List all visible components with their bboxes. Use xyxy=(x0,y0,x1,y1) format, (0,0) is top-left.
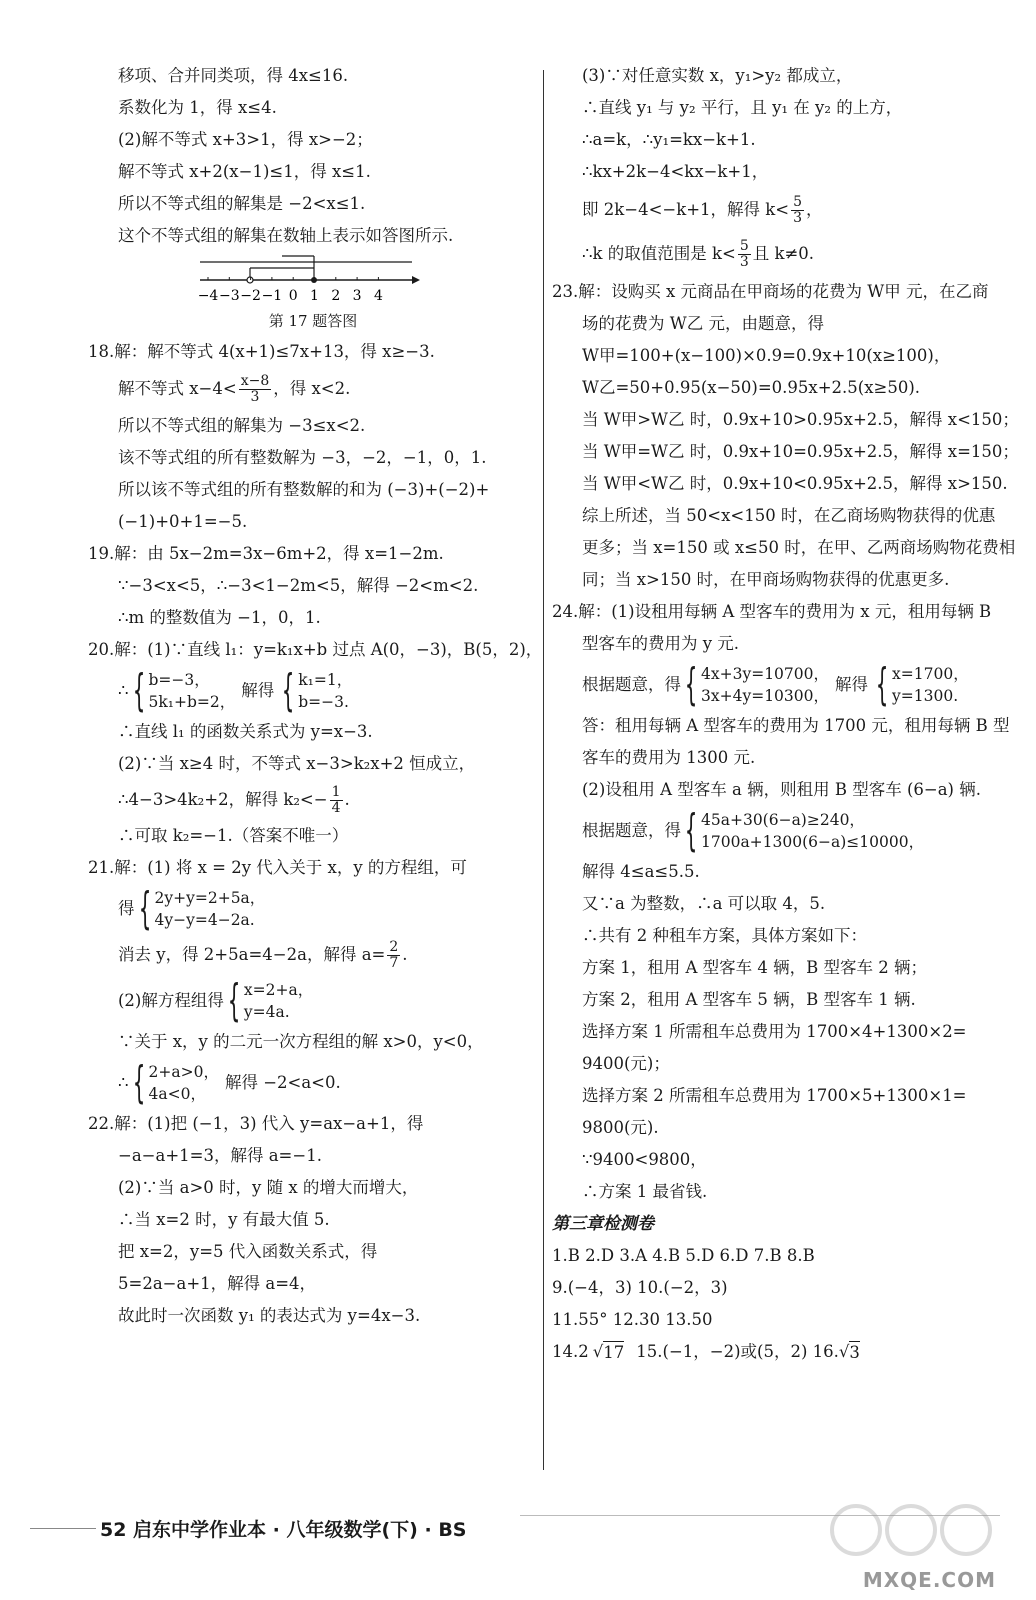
text-line: ∴a=k，∴y₁=kx−k+1. xyxy=(582,130,756,149)
footer-rule xyxy=(30,1528,96,1529)
fraction xyxy=(738,239,751,270)
text-span: 得 xyxy=(118,899,135,918)
text-line: 解不等式 x+2(x−1)≤1，得 x≤1. xyxy=(118,162,371,181)
fraction xyxy=(387,940,400,971)
equation: y=4a. xyxy=(243,1003,290,1021)
text-line: 所以该不等式组的所有整数解的和为 (−3)+(−2)+ xyxy=(118,480,490,499)
tick-label: −2 xyxy=(240,288,261,304)
q24-system-line-2 xyxy=(552,806,1008,856)
text-line: 更多；当 x=150 或 x≤50 时，在甲、乙两商场购物花费相 xyxy=(582,538,1016,557)
number-line-figure xyxy=(197,252,430,310)
equation-system: { x=1700， y=1300. xyxy=(875,659,969,710)
equation: y=1300. xyxy=(892,687,959,705)
page-footer: 52 启东中学作业本 · 八年级数学(下) · BS xyxy=(100,1519,467,1541)
right-column xyxy=(552,60,1019,1368)
text-line: ∴当 x=2 时，y 有最大值 5. xyxy=(118,1210,330,1229)
numerator: 2 xyxy=(389,938,399,955)
text-span: 根据题意，得 xyxy=(582,821,681,840)
numerator: 1 xyxy=(331,783,341,800)
text-span: 且 k≠0. xyxy=(752,244,815,263)
numerator: 5 xyxy=(793,193,803,210)
q21-system-line xyxy=(88,884,536,934)
text-line: ∴m 的整数值为 −1，0，1. xyxy=(118,608,321,627)
equation-system: { 2y+y=2+5a， 4y−y=4−2a. xyxy=(138,883,266,934)
equation: 2y+y=2+5a， xyxy=(154,889,266,907)
equation-system: { 4x+3y=10700， 3x+4y=10300， xyxy=(684,659,830,710)
equation: 5k₁+b=2， xyxy=(148,693,236,711)
equation: x=2+a， xyxy=(243,981,314,999)
q21-system-line-3 xyxy=(88,1058,536,1108)
text-line: 当 W甲>W乙 时，0.9x+10>0.95x+2.5，解得 x<150； xyxy=(582,410,1019,429)
denominator: 3 xyxy=(739,253,749,270)
q19-line: 19.解：由 5x−2m=3x−6m+2，得 x=1−2m. xyxy=(88,544,444,563)
fraction xyxy=(791,195,804,226)
q20-fraction-line xyxy=(88,780,536,820)
therefore-symbol: ∴ xyxy=(118,1073,129,1092)
equation-system: { 45a+30(6−a)≥240， 1700a+1300(6−a)≤10000， xyxy=(684,805,925,856)
therefore-symbol: ∴ xyxy=(118,681,129,700)
text-span: (2)解方程组得 xyxy=(118,991,224,1010)
tick-label: −1 xyxy=(261,288,283,304)
q21-line: 21.解：(1) 将 x = 2y 代入关于 x，y 的方程组，可 xyxy=(88,858,467,877)
text-line: ∵−3<x<5，∴−3<1−2m<5，解得 −2<m<2. xyxy=(118,576,479,595)
radicand: 17 xyxy=(603,1342,625,1362)
tick-label: −4 xyxy=(197,288,219,304)
text-line: 解得 4≤a≤5.5. xyxy=(582,862,700,881)
equation: 4x+3y=10700， xyxy=(701,665,830,683)
equation: 1700a+1300(6−a)≤10000， xyxy=(701,833,925,851)
text-span: ∴4−3>4k₂+2，解得 k₂<− xyxy=(118,790,328,809)
period: . xyxy=(344,790,350,809)
text-line: (3)∵对任意实数 x，y₁>y₂ 都成立， xyxy=(582,66,853,85)
tick-label: 2 xyxy=(331,288,341,304)
text-line: 5=2a−a+1，解得 a=4， xyxy=(118,1274,317,1293)
equation: k₁=1， xyxy=(298,671,353,689)
equation-system: { x=2+a， y=4a. xyxy=(227,975,314,1026)
text-line: ∴直线 y₁ 与 y₂ 平行，且 y₁ 在 y₂ 的上方， xyxy=(582,98,903,117)
equation: 45a+30(6−a)≥240， xyxy=(701,811,865,829)
text-line: (−1)+0+1=−5. xyxy=(118,512,248,531)
number-line-svg xyxy=(197,252,430,310)
text-line: ∴可取 k₂=−1.（答案不唯一） xyxy=(118,826,349,845)
figure-caption: 第 17 题答图 xyxy=(268,312,358,330)
text-line: 移项、合并同类项，得 4x≤16. xyxy=(118,66,349,85)
q22-line: 22.解：(1)把 (−1，3) 代入 y=ax−a+1，得 xyxy=(88,1114,424,1133)
text-line: ∴方案 1 最省钱. xyxy=(582,1182,708,1201)
text-line: 这个不等式组的解集在数轴上表示如答图所示. xyxy=(118,226,454,245)
text-span: ∴k 的取值范围是 k< xyxy=(582,244,736,263)
equation: x=1700， xyxy=(892,665,969,683)
fraction xyxy=(330,785,343,816)
text-line: 答：租用每辆 A 型客车的费用为 1700 元，租用每辆 B 型 xyxy=(582,716,1010,735)
fraction-line xyxy=(552,232,1008,276)
text-line: 选择方案 1 所需租车总费用为 1700×4+1300×2= xyxy=(582,1022,967,1041)
text-line: 9800(元). xyxy=(582,1118,659,1137)
text-line: (2)∵当 x≥4 时，不等式 x−3>k₂x+2 恒成立， xyxy=(118,754,476,773)
text-line: W乙=50+0.95(x−50)=0.95x+2.5(x≥50). xyxy=(582,378,921,397)
tick-label: 3 xyxy=(352,288,362,304)
fraction-line xyxy=(552,188,1008,232)
tick-label: 4 xyxy=(373,288,383,304)
q21-system-line-2 xyxy=(88,976,536,1026)
open-dot xyxy=(247,277,253,283)
q24-line: 24.解：(1)设租用每辆 A 型客车的费用为 x 元，租用每辆 B xyxy=(552,602,992,621)
radicand: 3 xyxy=(849,1342,860,1362)
text-line: ∵关于 x，y 的二元一次方程组的解 x>0，y<0， xyxy=(118,1032,484,1051)
denominator: 3 xyxy=(793,209,803,226)
text-line: 型客车的费用为 y 元. xyxy=(582,634,740,653)
tick-label: 1 xyxy=(310,288,319,304)
answer-line xyxy=(552,1336,1008,1368)
text-line: 客车的费用为 1300 元. xyxy=(582,748,756,767)
text-line: 选择方案 2 所需租车总费用为 1700×5+1300×1= xyxy=(582,1086,967,1105)
text-span: 解得 −2<a<0. xyxy=(224,1073,341,1092)
column-divider xyxy=(543,70,544,1470)
answer-line: 9.(−4，3) 10.(−2，3) xyxy=(552,1278,728,1297)
numerator: x−8 xyxy=(240,372,270,389)
text-line: (2)设租用 A 型客车 a 辆，则租用 B 型客车 (6−a) 辆. xyxy=(582,780,981,799)
text-line: ∴共有 2 种租车方案，具体方案如下： xyxy=(582,926,867,945)
comma: ， xyxy=(806,200,823,219)
equation: 4a<0， xyxy=(148,1085,206,1103)
text-span: 解不等式 x−4< xyxy=(118,379,237,398)
tick-label: 0 xyxy=(288,288,298,304)
text-line: 又∵a 为整数，∴a 可以取 4，5. xyxy=(582,894,826,913)
text-span: 解得 xyxy=(835,675,869,694)
equation: 3x+4y=10300， xyxy=(701,687,830,705)
text-line: 当 W甲=W乙 时，0.9x+10=0.95x+2.5，解得 x=150； xyxy=(582,442,1019,461)
equation-system: { b=−3， 5k₁+b=2， xyxy=(132,665,236,716)
q21-fraction-line xyxy=(88,934,536,976)
text-line: 9400(元)； xyxy=(582,1054,670,1073)
text-line: 方案 1，租用 A 型客车 4 辆，B 型客车 2 辆； xyxy=(582,958,927,977)
text-line: ∴直线 l₁ 的函数关系式为 y=x−3. xyxy=(118,722,373,741)
text-span: 消去 y，得 2+5a=4−2a，解得 a= xyxy=(118,945,386,964)
text-line: 所以不等式组的解集是 −2<x≤1. xyxy=(118,194,366,213)
text-line: 所以不等式组的解集为 −3≤x<2. xyxy=(118,416,366,435)
text-line: 故此时一次函数 y₁ 的表达式为 y=4x−3. xyxy=(118,1306,421,1325)
denominator: 4 xyxy=(331,799,341,816)
section-heading: 第三章检测卷 xyxy=(552,1214,654,1234)
text-line: 方案 2，租用 A 型客车 5 辆，B 型客车 1 辆. xyxy=(582,990,916,1009)
text-line: 场的花费为 W乙 元，由题意，得 xyxy=(582,314,824,333)
equation: 2+a>0， xyxy=(148,1063,219,1081)
q20-line: 20.解：(1)∵直线 l₁：y=k₁x+b 过点 A(0，−3)，B(5，2)， xyxy=(88,640,543,659)
text-line: 同；当 x>150 时，在甲商场购物获得的优惠更多. xyxy=(582,570,950,589)
equation-system: { 2+a>0， 4a<0， xyxy=(132,1057,219,1108)
text-line: W甲=100+(x−100)×0.9=0.9x+10(x≥100)， xyxy=(582,346,951,365)
q20-system-line xyxy=(88,666,536,716)
axis-arrow xyxy=(412,276,420,284)
text-span: 根据题意，得 xyxy=(582,675,681,694)
text-line: 综上所述，当 50<x<150 时，在乙商场购物获得的优惠 xyxy=(582,506,996,525)
watermark-text: MXQE.COM xyxy=(862,1568,996,1592)
fraction xyxy=(239,374,272,405)
text-line: 系数化为 1，得 x≤4. xyxy=(118,98,277,117)
answer-line: 11.55° 12.30 13.50 xyxy=(552,1310,713,1329)
text-line: 当 W甲<W乙 时，0.9x+10<0.95x+2.5，解得 x>150. xyxy=(582,474,1008,493)
q18-fraction-line xyxy=(88,368,536,410)
text-span: 即 2k−4<−k+1，解得 k< xyxy=(582,200,790,219)
period: . xyxy=(402,945,408,964)
q18-line: 18.解：解不等式 4(x+1)≤7x+13，得 x≥−3. xyxy=(88,342,435,361)
text-span: 解得 xyxy=(241,681,275,700)
text-line: (2)∵当 a>0 时，y 随 x 的增大而增大， xyxy=(118,1178,419,1197)
text-span: 14.2 xyxy=(552,1342,589,1361)
sqrt-sign: √ xyxy=(592,1342,604,1361)
q23-line: 23.解：设购买 x 元商品在甲商场的花费为 W甲 元，在乙商 xyxy=(552,282,989,301)
text-line: 把 x=2，y=5 代入函数关系式，得 xyxy=(118,1242,378,1261)
denominator: 3 xyxy=(250,388,260,405)
text-line: (2)解不等式 x+3>1，得 x>−2； xyxy=(118,130,373,149)
equation: b=−3. xyxy=(298,693,349,711)
equation: 4y−y=4−2a. xyxy=(154,911,255,929)
answer-line: 1.B 2.D 3.A 4.B 5.D 6.D 7.B 8.B xyxy=(552,1246,815,1265)
left-column xyxy=(88,60,543,1332)
equation-system: { k₁=1， b=−3. xyxy=(281,665,353,716)
text-line: −a−a+1=3，解得 a=−1. xyxy=(118,1146,322,1165)
text-line: ∴kx+2k−4<kx−k+1， xyxy=(582,162,769,181)
text-span: 15.(−1，−2)或(5，2) 16. xyxy=(636,1342,839,1361)
text-line: 该不等式组的所有整数解为 −3，−2，−1，0，1. xyxy=(118,448,487,467)
sqrt-sign: √ xyxy=(838,1342,850,1361)
numerator: 5 xyxy=(739,237,749,254)
equation: b=−3， xyxy=(148,671,210,689)
text-span: ，得 x<2. xyxy=(273,379,351,398)
denominator: 7 xyxy=(389,954,399,971)
text-line: ∵9400<9800， xyxy=(582,1150,707,1169)
tick-label: −3 xyxy=(218,288,240,304)
q24-system-line xyxy=(552,660,1008,710)
